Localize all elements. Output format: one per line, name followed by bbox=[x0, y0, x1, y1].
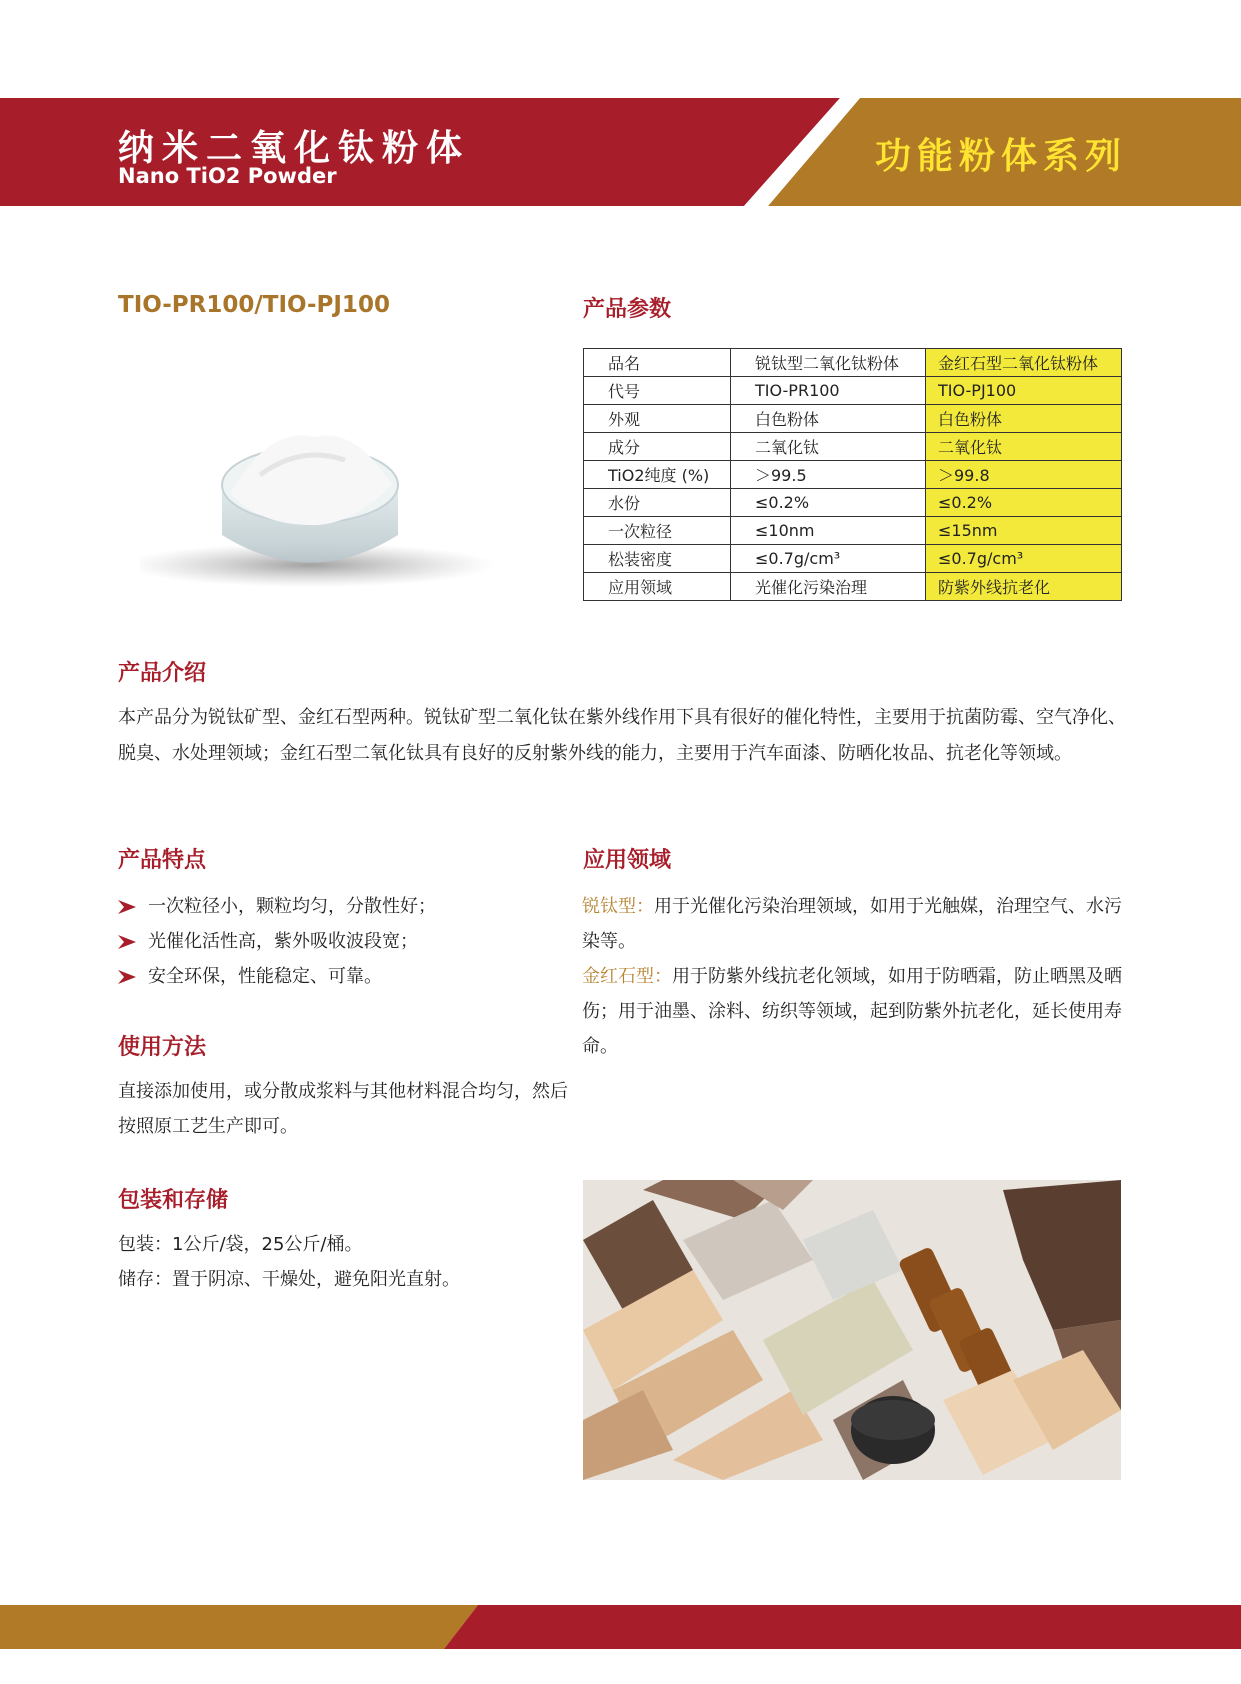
table-row bbox=[584, 573, 1122, 601]
spec-table bbox=[583, 348, 1122, 601]
table-cell: 锐钛型二氧化钛粉体 bbox=[731, 349, 926, 377]
table-cell: 代号 bbox=[584, 377, 731, 405]
feature-text: 光催化活性高，紫外吸收波段宽； bbox=[148, 931, 418, 952]
table-cell: ≤0.7g/cm³ bbox=[731, 545, 926, 573]
page-subtitle: Nano TiO2 Powder bbox=[118, 164, 337, 188]
feature-text: 安全环保，性能稳定、可靠。 bbox=[148, 966, 382, 987]
footer-bar bbox=[0, 1605, 1241, 1649]
table-cell: 光催化污染治理 bbox=[731, 573, 926, 601]
table-cell: 白色粉体 bbox=[926, 405, 1122, 433]
product-model: TIO-PR100/TIO-PJ100 bbox=[118, 292, 390, 318]
table-cell: ≤10nm bbox=[731, 517, 926, 545]
table-cell: ≤0.7g/cm³ bbox=[926, 545, 1122, 573]
table-cell: 品名 bbox=[584, 349, 731, 377]
applications-heading: 应用领域 bbox=[583, 848, 672, 873]
store-line: 储存：置于阴凉、干燥处，避免阳光直射。 bbox=[118, 1269, 460, 1290]
table-cell: 应用领域 bbox=[584, 573, 731, 601]
table-row bbox=[584, 349, 1122, 377]
table-cell: 二氧化钛 bbox=[731, 433, 926, 461]
features-heading: 产品特点 bbox=[118, 848, 207, 873]
rutile-text: 用于防紫外线抗老化领域，如用于防晒霜，防止晒黑及晒伤；用于油墨、涂料、纺织等领域，起到防紫外抗老化，延长使用寿命。 bbox=[582, 966, 1122, 1057]
table-cell: 一次粒径 bbox=[584, 517, 731, 545]
table-row bbox=[584, 377, 1122, 405]
table-cell: 松装密度 bbox=[584, 545, 731, 573]
table-cell: 外观 bbox=[584, 405, 731, 433]
intro-heading: 产品介绍 bbox=[118, 661, 207, 686]
list-item bbox=[118, 924, 436, 959]
table-row bbox=[584, 545, 1122, 573]
arrow-bullet-icon bbox=[118, 970, 136, 984]
rutile-label: 金红石型： bbox=[582, 966, 672, 987]
table-row bbox=[584, 517, 1122, 545]
table-cell: TiO2纯度 (%) bbox=[584, 461, 731, 489]
intro-text: 本产品分为锐钛矿型、金红石型两种。锐钛矿型二氧化钛在紫外线作用下具有很好的催化特性，主要用于抗菌防霉、空气净化、脱臭、水处理领域；金红石型二氧化钛具有良好的反射紫外线的能力，主要用于汽车面漆、防晒化妆品、抗老化等领域。 bbox=[118, 707, 1126, 764]
list-item bbox=[118, 889, 436, 924]
arrow-bullet-icon bbox=[118, 900, 136, 914]
table-row bbox=[584, 433, 1122, 461]
features-list bbox=[118, 889, 436, 994]
table-row bbox=[584, 489, 1122, 517]
arrow-bullet-icon bbox=[118, 935, 136, 949]
table-cell: 二氧化钛 bbox=[926, 433, 1122, 461]
usage-heading: 使用方法 bbox=[118, 1035, 207, 1060]
packaging-heading: 包装和存储 bbox=[118, 1188, 229, 1213]
pack-line: 包装：1公斤/袋，25公斤/桶。 bbox=[118, 1234, 363, 1255]
feature-text: 一次粒径小，颗粒均匀，分散性好； bbox=[148, 896, 436, 917]
table-cell: ≤15nm bbox=[926, 517, 1122, 545]
table-row bbox=[584, 405, 1122, 433]
table-cell: ≤0.2% bbox=[731, 489, 926, 517]
table-cell: TIO-PJ100 bbox=[926, 377, 1122, 405]
table-cell: 金红石型二氧化钛粉体 bbox=[926, 349, 1122, 377]
table-cell: ≤0.2% bbox=[926, 489, 1122, 517]
application-anatase bbox=[582, 889, 1122, 959]
table-cell: 成分 bbox=[584, 433, 731, 461]
anatase-label: 锐钛型： bbox=[582, 896, 654, 917]
list-item bbox=[118, 959, 436, 994]
applications-text bbox=[582, 889, 1122, 1064]
anatase-text: 用于光催化污染治理领域，如用于光触媒，治理空气、水污染等。 bbox=[582, 896, 1122, 952]
table-cell: TIO-PR100 bbox=[731, 377, 926, 405]
table-cell: ＞99.8 bbox=[926, 461, 1122, 489]
usage-text: 直接添加使用，或分散成浆料与其他材料混合均匀，然后按照原工艺生产即可。 bbox=[118, 1081, 568, 1137]
page-title: 纳米二氧化钛粉体 bbox=[118, 128, 471, 169]
table-row bbox=[584, 461, 1122, 489]
application-rutile bbox=[582, 959, 1122, 1064]
cosmetics-photo bbox=[583, 1180, 1121, 1480]
params-heading: 产品参数 bbox=[583, 297, 672, 322]
table-cell: 白色粉体 bbox=[731, 405, 926, 433]
packaging-text bbox=[118, 1227, 460, 1297]
table-cell: 水份 bbox=[584, 489, 731, 517]
table-cell: ＞99.5 bbox=[731, 461, 926, 489]
series-label: 功能粉体系列 bbox=[875, 136, 1128, 177]
table-cell: 防紫外线抗老化 bbox=[926, 573, 1122, 601]
powder-image bbox=[140, 415, 510, 590]
